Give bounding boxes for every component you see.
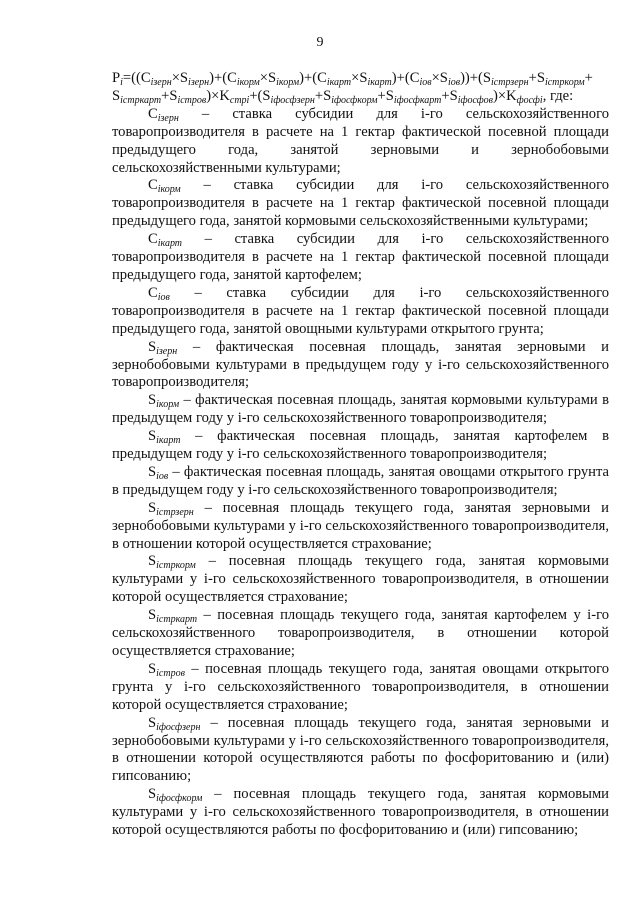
definition-symbol: $S_{ікорм}$ xyxy=(148,392,180,411)
definition-item xyxy=(112,607,609,661)
definition-text: – фактическая посевная площадь, занятая кормовыми культурами в предыдущем году у i-го сельскохозяйственного товаропроизводителя; xyxy=(112,392,609,427)
definition-text: – фактическая посевная площадь, занятая картофелем в предыдущем году у i-го сельскохозяйственного товаропроизводителя; xyxy=(112,428,609,463)
page-content xyxy=(112,70,609,840)
definition-text: – фактическая посевная площадь, занятая зерновыми и зернобобовыми культурами в предыдущем году у i-го сельскохозяйственного товаропроизводителя; xyxy=(112,338,609,391)
definition-symbol: $S_{істров}$ xyxy=(148,660,185,679)
definition-symbol: $S_{іфосфкорм}$ xyxy=(148,786,203,805)
definition-item xyxy=(112,231,609,285)
definition-item xyxy=(112,500,609,554)
definitions-list xyxy=(112,106,609,840)
definition-symbol: $S_{іов}$ xyxy=(148,463,169,482)
definition-text: – ставка субсидии для i-го сельскохозяйственного товаропроизводителя в расчете на 1 гектар фактической посевной площади предыдущего года, занятой картофелем; xyxy=(112,231,609,283)
definition-symbol: $C_{ікарт}$ xyxy=(148,231,183,250)
definition-text: – ставка субсидии для i-го сельскохозяйственного товаропроизводителя в расчете на 1 гектар фактической посевной площади предыдущего года, занятой кормовыми сельскохозяйственными культурами; xyxy=(112,177,609,230)
definition-item xyxy=(112,553,609,607)
definition-symbol: $C_{іов}$ xyxy=(148,284,170,303)
formula-line-1: $P_i=((C_{ізерн}\times S_{ізерн})+(C_{ікорм}\times S_{ікорм})+(C_{ікарт}\times S_{ікарт})+(C_{іов}\times S_{іов}))+(S_{істрзерн}+S_{істркорм}+$ xyxy=(112,70,593,88)
definition-symbol: $S_{істркорм}$ xyxy=(148,553,196,572)
definition-item xyxy=(112,177,609,231)
definition-text: – ставка субсидии для i-го сельскохозяйственного товаропроизводителя в расчете на 1 гектар фактической посевной площади предыдущего года, занятой овощными культурами открытого грунта; xyxy=(112,284,609,337)
definition-symbol: $S_{іфосфзерн}$ xyxy=(148,714,201,733)
definition-symbol: $S_{істркарт}$ xyxy=(148,607,198,626)
definition-text: – посевная площадь текущего года, занятая кормовыми культурами у i-го сельскохозяйственного товаропроизводителя, в отношении которой осуществляется страхование; xyxy=(112,553,609,606)
definition-item xyxy=(112,661,609,715)
definition-text: – ставка субсидии для i-го сельскохозяйственного товаропроизводителя в расчете на 1 гектар фактической посевной площади предыдущего года, занятой зерновыми и зернобобовыми сельскохозяйственными культурами; xyxy=(112,105,609,176)
definition-symbol: $S_{ікарт}$ xyxy=(148,428,181,447)
definition-symbol: $C_{ікорм}$ xyxy=(148,177,181,196)
definition-text: – посевная площадь текущего года, занятая кормовыми культурами у i-го сельскохозяйственного товаропроизводителя, в отношении которой осуществляются работы по фосфоритованию и (или) гипсованию; xyxy=(112,786,609,839)
formula xyxy=(112,70,609,106)
definition-text: – фактическая посевная площадь, занятая овощами открытого грунта в предыдущем году у i-го сельскохозяйственного товаропроизводителя; xyxy=(112,463,609,498)
definition-item xyxy=(112,786,609,840)
definition-item xyxy=(112,106,609,178)
definition-text: – посевная площадь текущего года, занятая картофелем у i-го сельскохозяйственного товаропроизводителя, в отношении которой осуществляется страхование; xyxy=(112,607,609,659)
definition-text: – посевная площадь текущего года, занятая овощами открытого грунта у i-го сельскохозяйственного товаропроизводителя, в отношении которой осуществляется страхование; xyxy=(112,660,609,713)
definition-item xyxy=(112,392,609,428)
definition-item xyxy=(112,715,609,787)
definition-item xyxy=(112,285,609,339)
definition-item xyxy=(112,428,609,464)
definition-text: – посевная площадь текущего года, занятая зерновыми и зернобобовыми культурами у i-го сельскохозяйственного товаропроизводителя, в отношении которой осуществляются работы по фосфоритованию и (или) гипсованию; xyxy=(112,714,609,785)
definition-symbol: $S_{істрзерн}$ xyxy=(148,499,194,518)
formula-line-2: $S_{істркарт}+S_{істров})\times K_{стрі}+(S_{іфосфзерн}+S_{іфосфкорм}+S_{іфосфкарт}+S_{іфосфов})\times K_{фосфі}$, где: xyxy=(112,87,574,106)
definition-text: – посевная площадь текущего года, занятая зерновыми и зернобобовыми культурами у i-го сельскохозяйственного товаропроизводителя, в отношении которой осуществляется страхование; xyxy=(112,499,609,552)
definition-symbol: $C_{ізерн}$ xyxy=(148,105,179,124)
page-number: 9 xyxy=(316,35,324,50)
definition-item xyxy=(112,339,609,393)
definition-item xyxy=(112,464,609,500)
definition-symbol: $S_{ізерн}$ xyxy=(148,338,178,357)
